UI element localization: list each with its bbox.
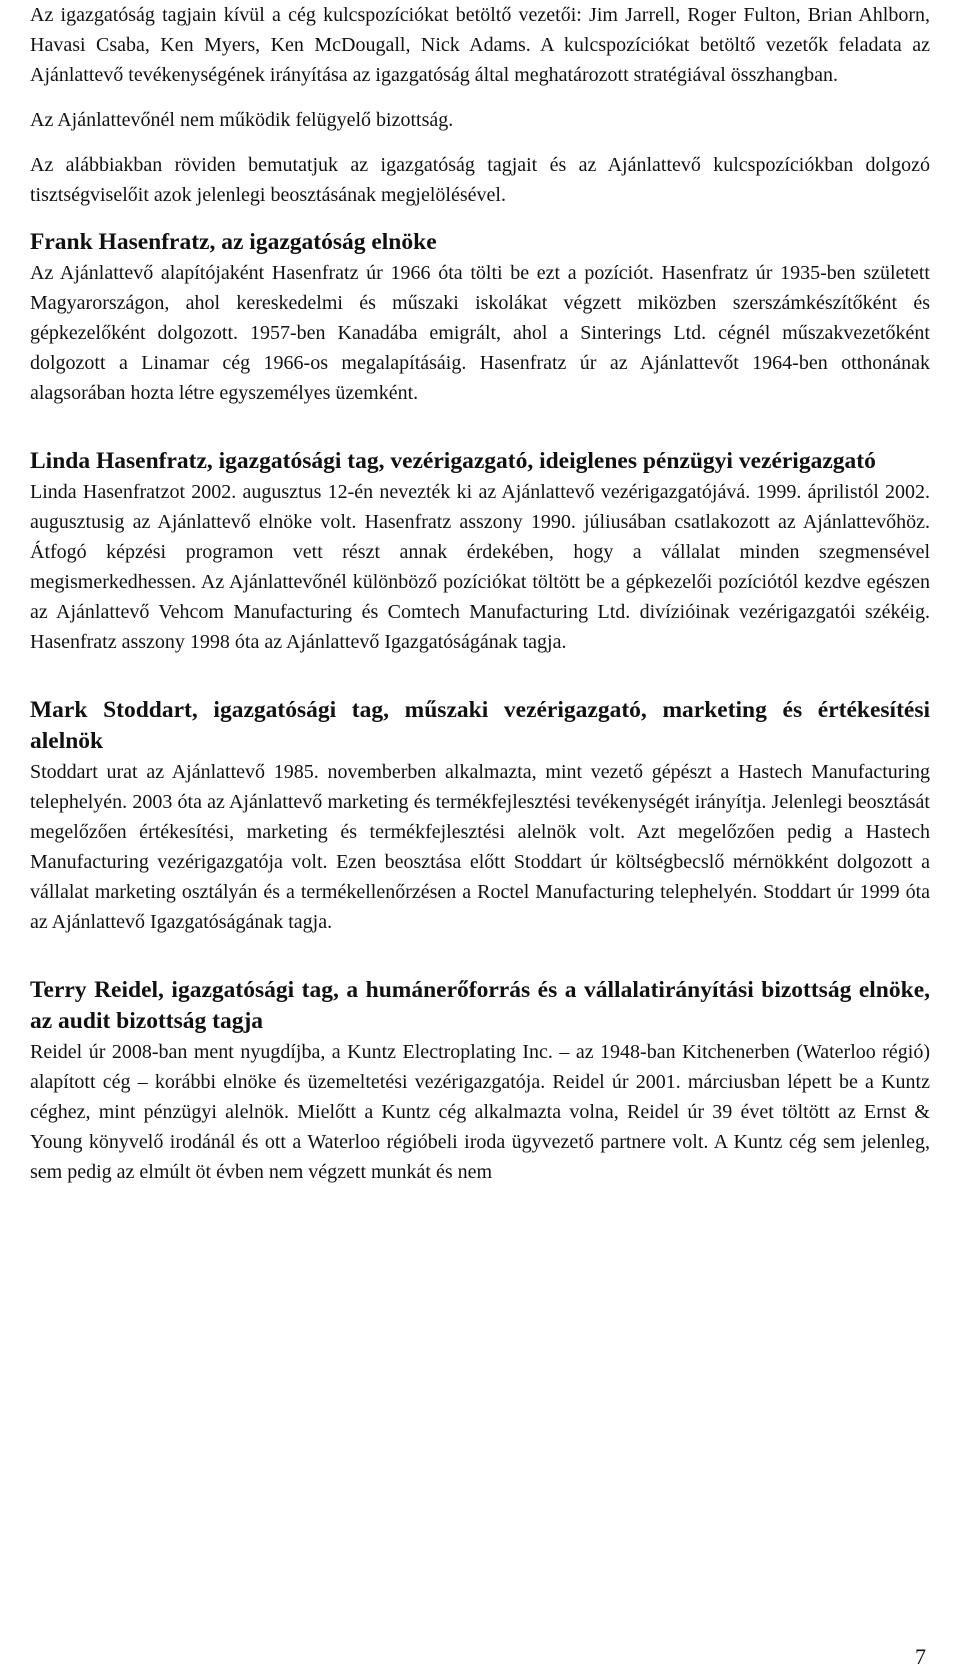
- section-body: Az Ajánlattevő alapítójaként Hasenfratz úr 1966 óta tölti be ezt a pozíciót. Hasenfratz úr 1935-ben született Magyarországon, ahol kereskedelmi és műszaki iskolákat végzett miközben szerszámkészítőként és gépkezelőként dolgozott. 1957-ben Kanadába emigrált, ahol a Sinterings Ltd. cégnél műszakvezetőként dolgozott a Linamar cég 1966-os megalapításáig. Hasenfratz úr az Ajánlattevőt 1964-ben otthonának alagsorában hozta létre egyszemélyes üzemként.: [30, 262, 930, 404]
- section-linda-hasenfratz: [30, 446, 930, 657]
- section-heading: Linda Hasenfratz, igazgatósági tag, vezérigazgató, ideiglenes pénzügyi vezérigazgató: [30, 448, 876, 474]
- section-body: Stoddart urat az Ajánlattevő 1985. novemberben alkalmazta, mint vezető gépészt a Hastech Manufacturing telephelyén. 2003 óta az Ajánlattevő marketing és termékfejlesztési tevékenységét irányítja. Jelenlegi beosztását megelőzően értékesítési, marketing és termékfejlesztési alelnök volt. Azt megelőzően pedig a Hastech Manufacturing vezérigazgatója volt. Ezen beosztása előtt Stoddart úr költségbecslő mérnökként dolgozott a vállalat marketing osztályán és a termékellenőrzésen a Roctel Manufacturing telephelyén. Stoddart úr 1999 óta az Ajánlattevő Igazgatóságának tagja.: [30, 761, 930, 933]
- intro-paragraph-key-executives: Az igazgatóság tagjain kívül a cég kulcspozíciókat betöltő vezetői: Jim Jarrell, Roger Fulton, Brian Ahlborn, Havasi Csaba, Ken Myers, Ken McDougall, Nick Adams. A kulcspozíciókat betöltő vezetők feladata az Ajánlattevő tevékenységének irányítása az igazgatóság által meghatározott stratégiával összhangban.: [30, 4, 930, 86]
- document-page: [30, 0, 930, 1187]
- section-body: Linda Hasenfratzot 2002. augusztus 12-én nevezték ki az Ajánlattevő vezérigazgatójává. 1999. áprilistól 2002. augusztusig az Ajánlattevő elnöke volt. Hasenfratz asszony 1990. júliusában csatlakozott az Ajánlattevőhöz. Átfogó képzési programon vett részt annak érdekében, hogy a vállalat minden szegmensével megismerkedhessen. Az Ajánlattevőnél különböző pozíciókat töltött be a gépkezelői pozíciótól kezdve egészen az Ajánlattevő Vehcom Manufacturing és Comtech Manufacturing Ltd. divízióinak vezérigazgatói székéig. Hasenfratz asszony 1998 óta az Ajánlattevő Igazgatóságának tagja.: [30, 481, 930, 653]
- section-frank-hasenfratz: [30, 227, 930, 408]
- section-body: Reidel úr 2008-ban ment nyugdíjba, a Kuntz Electroplating Inc. – az 1948-ban Kitchenerben (Waterloo régió) alapított cég – korábbi elnöke és üzemeltetési vezérigazgatója. Reidel úr 2001. márciusban lépett be a Kuntz céghez, mint pénzügyi alelnök. Mielőtt a Kuntz cég alkalmazta volna, Reidel úr 39 évet töltött az Ernst & Young könyvelő irodánál és ott a Waterloo régióbeli iroda ügyvezető partnere volt. A Kuntz cég sem jelenleg, sem pedig az elmúlt öt évben nem végzett munkát és nem: [30, 1041, 930, 1183]
- section-heading: Mark Stoddart, igazgatósági tag, műszaki vezérigazgató, marketing és értékesítési alelnök: [30, 697, 930, 754]
- section-heading: Frank Hasenfratz, az igazgatóság elnöke: [30, 229, 437, 255]
- section-terry-reidel: [30, 975, 930, 1187]
- section-heading: Terry Reidel, igazgatósági tag, a humánerőforrás és a vállalatirányítási bizottság elnöke, az audit bizottság tagja: [30, 977, 930, 1034]
- intro-paragraph-supervisory-board: Az Ajánlattevőnél nem működik felügyelő bizottság.: [30, 109, 454, 131]
- intro-paragraph-overview: Az alábbiakban röviden bemutatjuk az igazgatóság tagjait és az Ajánlattevő kulcspozíciókban dolgozó tisztségviselőit azok jelenlegi beosztásának megjelölésével.: [30, 154, 930, 206]
- section-mark-stoddart: [30, 695, 930, 937]
- page-number: 7: [915, 1644, 926, 1669]
